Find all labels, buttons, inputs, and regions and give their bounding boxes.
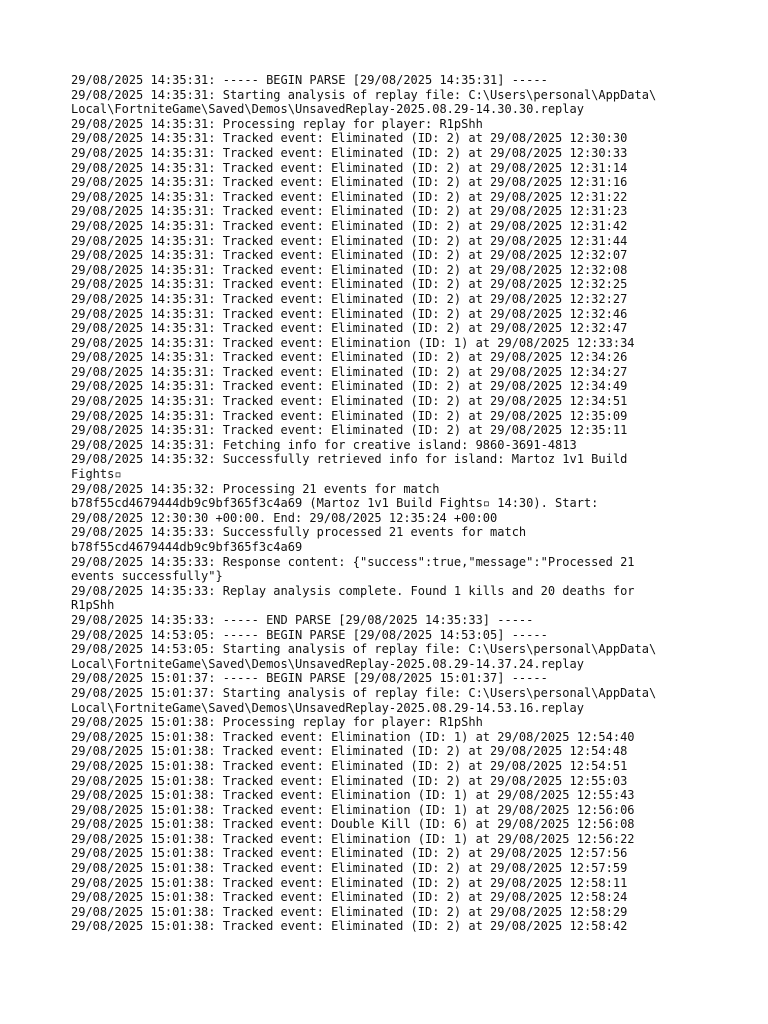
log-line: 29/08/2025 15:01:38: Tracked event: Eliminated (ID: 2) at 29/08/2025 12:54:51 (71, 758, 628, 773)
log-line: 29/08/2025 15:01:37: ----- BEGIN PARSE [29/08/2025 15:01:37] ----- (71, 671, 548, 686)
log-line: 29/08/2025 14:35:31: Tracked event: Eliminated (ID: 2) at 29/08/2025 12:32:46 (71, 306, 628, 321)
log-line: events successfully"} (71, 569, 223, 584)
log-line: Local\FortniteGame\Saved\Demos\UnsavedReplay-2025.08.29-14.37.24.replay (71, 656, 584, 671)
log-line: 29/08/2025 15:01:38: Tracked event: Eliminated (ID: 2) at 29/08/2025 12:58:11 (71, 875, 628, 890)
log-line: 29/08/2025 15:01:38: Tracked event: Eliminated (ID: 2) at 29/08/2025 12:54:48 (71, 744, 628, 759)
log-line: 29/08/2025 14:35:32: Successfully retrieved info for island: Martoz 1v1 Build (71, 452, 628, 467)
log-line: b78f55cd4679444db9c9bf365f3c4a69 (Martoz 1v1 Build Fights▫ 14:30). Start: (71, 496, 599, 511)
log-line: 29/08/2025 14:35:33: Successfully processed 21 events for match (71, 525, 527, 540)
log-line: 29/08/2025 14:35:31: Tracked event: Eliminated (ID: 2) at 29/08/2025 12:31:23 (71, 204, 628, 219)
log-line: 29/08/2025 14:35:31: Tracked event: Eliminated (ID: 2) at 29/08/2025 12:32:08 (71, 262, 628, 277)
log-line: 29/08/2025 14:35:31: Tracked event: Eliminated (ID: 2) at 29/08/2025 12:31:42 (71, 218, 628, 233)
log-line: 29/08/2025 15:01:38: Tracked event: Elimination (ID: 1) at 29/08/2025 12:55:43 (71, 788, 635, 803)
log-line: 29/08/2025 14:35:31: Starting analysis of replay file: C:\Users\personal\AppData\ (71, 87, 657, 102)
log-line: 29/08/2025 14:35:31: Tracked event: Eliminated (ID: 2) at 29/08/2025 12:32:07 (71, 248, 628, 263)
log-line: 29/08/2025 14:35:31: Tracked event: Eliminated (ID: 2) at 29/08/2025 12:31:16 (71, 175, 628, 190)
log-line: 29/08/2025 14:35:31: Tracked event: Eliminated (ID: 2) at 29/08/2025 12:30:30 (71, 131, 628, 146)
log-line: 29/08/2025 15:01:38: Tracked event: Eliminated (ID: 2) at 29/08/2025 12:58:24 (71, 890, 628, 905)
log-line: 29/08/2025 14:35:33: ----- END PARSE [29/08/2025 14:35:33] ----- (71, 612, 534, 627)
log-line: 29/08/2025 14:35:31: Tracked event: Eliminated (ID: 2) at 29/08/2025 12:30:33 (71, 145, 628, 160)
log-line: 29/08/2025 15:01:37: Starting analysis of replay file: C:\Users\personal\AppData\ (71, 685, 657, 700)
log-text-view[interactable] (71, 73, 761, 934)
log-line: 29/08/2025 15:01:38: Tracked event: Elimination (ID: 1) at 29/08/2025 12:54:40 (71, 729, 635, 744)
log-line: 29/08/2025 14:35:31: Tracked event: Eliminated (ID: 2) at 29/08/2025 12:32:27 (71, 291, 628, 306)
log-line: 29/08/2025 12:30:30 +00:00. End: 29/08/2025 12:35:24 +00:00 (71, 510, 498, 525)
log-line: 29/08/2025 15:01:38: Tracked event: Double Kill (ID: 6) at 29/08/2025 12:56:08 (71, 817, 635, 832)
log-line: 29/08/2025 15:01:38: Tracked event: Elimination (ID: 1) at 29/08/2025 12:56:22 (71, 831, 635, 846)
log-line: 29/08/2025 14:53:05: ----- BEGIN PARSE [29/08/2025 14:53:05] ----- (71, 627, 548, 642)
log-line: 29/08/2025 15:01:38: Tracked event: Eliminated (ID: 2) at 29/08/2025 12:58:42 (71, 919, 628, 934)
log-line: 29/08/2025 15:01:38: Tracked event: Eliminated (ID: 2) at 29/08/2025 12:57:56 (71, 846, 628, 861)
log-line: 29/08/2025 14:35:31: Tracked event: Eliminated (ID: 2) at 29/08/2025 12:34:27 (71, 364, 628, 379)
log-line: Local\FortniteGame\Saved\Demos\UnsavedReplay-2025.08.29-14.53.16.replay (71, 700, 584, 715)
log-line: 29/08/2025 14:35:32: Processing 21 events for match (71, 481, 440, 496)
log-line: 29/08/2025 14:35:31: Tracked event: Eliminated (ID: 2) at 29/08/2025 12:34:26 (71, 350, 628, 365)
log-line: 29/08/2025 14:35:31: Tracked event: Eliminated (ID: 2) at 29/08/2025 12:31:14 (71, 160, 628, 175)
log-line: Fights▫ (71, 467, 122, 482)
log-line: 29/08/2025 14:35:31: Tracked event: Eliminated (ID: 2) at 29/08/2025 12:35:09 (71, 408, 628, 423)
log-line: 29/08/2025 15:01:38: Processing replay for player: R1pShh (71, 715, 483, 730)
log-line: 29/08/2025 14:35:31: Tracked event: Eliminated (ID: 2) at 29/08/2025 12:32:25 (71, 277, 628, 292)
log-line: 29/08/2025 14:35:31: Tracked event: Eliminated (ID: 2) at 29/08/2025 12:34:51 (71, 394, 628, 409)
log-line: 29/08/2025 15:01:38: Tracked event: Eliminated (ID: 2) at 29/08/2025 12:55:03 (71, 773, 628, 788)
log-line: 29/08/2025 14:35:31: Tracked event: Eliminated (ID: 2) at 29/08/2025 12:32:47 (71, 321, 628, 336)
log-line: 29/08/2025 14:35:33: Response content: {"success":true,"message":"Processed 21 (71, 554, 635, 569)
log-line: 29/08/2025 14:35:31: Tracked event: Eliminated (ID: 2) at 29/08/2025 12:31:22 (71, 189, 628, 204)
log-line: 29/08/2025 15:01:38: Tracked event: Eliminated (ID: 2) at 29/08/2025 12:58:29 (71, 904, 628, 919)
log-line: 29/08/2025 14:35:31: ----- BEGIN PARSE [29/08/2025 14:35:31] ----- (71, 73, 548, 87)
log-line: 29/08/2025 14:35:31: Tracked event: Eliminated (ID: 2) at 29/08/2025 12:34:49 (71, 379, 628, 394)
log-line: b78f55cd4679444db9c9bf365f3c4a69 (71, 540, 303, 554)
log-line: 29/08/2025 14:35:33: Replay analysis complete. Found 1 kills and 20 deaths for (71, 583, 635, 598)
log-line: 29/08/2025 14:35:31: Tracked event: Eliminated (ID: 2) at 29/08/2025 12:31:44 (71, 233, 628, 248)
log-line: 29/08/2025 14:35:31: Fetching info for creative island: 9860-3691-4813 (71, 437, 577, 452)
log-line: 29/08/2025 14:35:31: Tracked event: Eliminated (ID: 2) at 29/08/2025 12:35:11 (71, 423, 628, 438)
log-line: 29/08/2025 15:01:38: Tracked event: Elimination (ID: 1) at 29/08/2025 12:56:06 (71, 802, 635, 817)
log-line: R1pShh (71, 598, 115, 613)
log-line: 29/08/2025 14:35:31: Tracked event: Elimination (ID: 1) at 29/08/2025 12:33:34 (71, 335, 635, 350)
log-line: 29/08/2025 14:53:05: Starting analysis of replay file: C:\Users\personal\AppData\ (71, 642, 657, 657)
log-line: 29/08/2025 14:35:31: Processing replay for player: R1pShh (71, 116, 483, 131)
log-line: Local\FortniteGame\Saved\Demos\UnsavedReplay-2025.08.29-14.30.30.replay (71, 102, 584, 117)
log-line: 29/08/2025 15:01:38: Tracked event: Eliminated (ID: 2) at 29/08/2025 12:57:59 (71, 861, 628, 876)
